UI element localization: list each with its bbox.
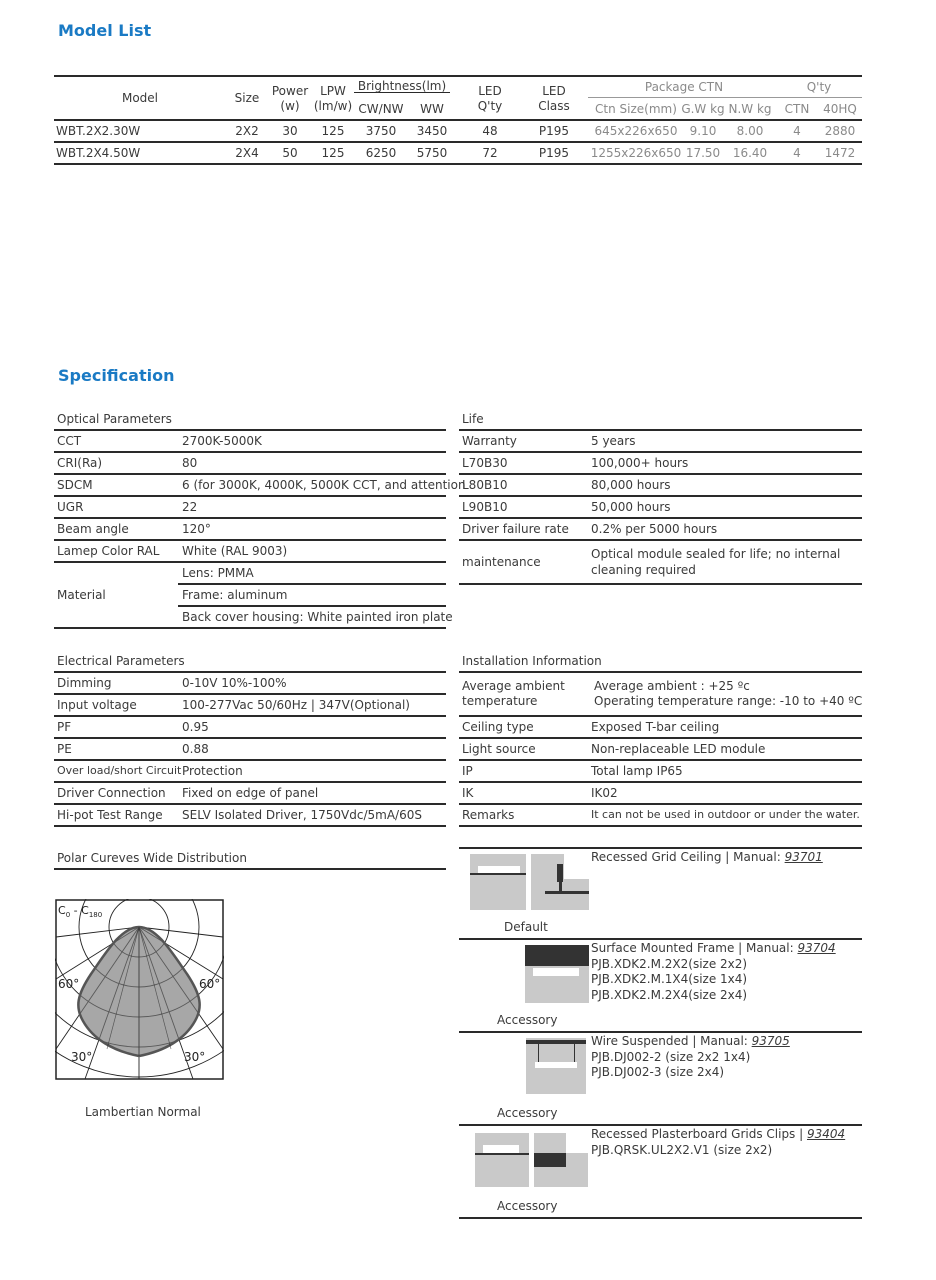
cri-value: 80 [182, 456, 198, 470]
row2-ctnsize: 1255x226x650 [590, 146, 682, 160]
polar-label-right-30: 30° [184, 1050, 206, 1064]
manual-link-93704[interactable]: 93704 [797, 941, 836, 955]
driver-failure-label: Driver failure rate [462, 522, 569, 536]
ceiling-type-label: Ceiling type [462, 720, 534, 734]
h-lpw-2: (lm/w) [313, 99, 353, 113]
row1-cwnw: 3750 [365, 124, 397, 138]
dimming-label: Dimming [57, 676, 112, 690]
h-qty: Q'ty [806, 80, 832, 94]
h-brightness: Brightness(lm) [357, 79, 447, 93]
manual-link-93404[interactable]: 93404 [806, 1127, 846, 1141]
accessory-2-text: Surface Mounted Frame | Manual: 93704 PJB.XDK2.M.2X2(size 2x2) PJB.XDK2.M.1X4(size 1x4) PJB.XDK2.M.2X4(size 2x4) [591, 941, 836, 1002]
h-model: Model [121, 91, 159, 105]
l70b30-label: L70B30 [462, 456, 508, 470]
accessory-2-tag: Accessory [497, 1013, 558, 1027]
beam-angle-label: Beam angle [57, 522, 129, 536]
sdcm-label: SDCM [57, 478, 93, 492]
h-lpw-1: LPW [320, 84, 346, 98]
lamp-color-label: Lamep Color RAL [57, 544, 160, 558]
h-ledqty-1: LED [478, 84, 502, 98]
h-gw: G.W kg [681, 102, 725, 116]
remarks-value: It can not be used in outdoor or under the water. [591, 808, 860, 821]
ik-value: IK02 [591, 786, 618, 800]
l70b30-value: 100,000+ hours [591, 456, 689, 470]
input-voltage-value: 100-277Vac 50/60Hz | 347V(Optional) [182, 698, 410, 712]
beam-angle-value: 120° [182, 522, 211, 536]
accessory-2-line-3: PJB.XDK2.M.2X4(size 2x4) [591, 987, 748, 1002]
row2-ctn: 4 [793, 146, 801, 160]
maintenance-value-2: cleaning required [591, 563, 696, 577]
polar-label-left-60: 60° [58, 977, 80, 991]
ugr-value: 22 [182, 500, 198, 514]
h-power-1: Power [271, 84, 309, 98]
row1-lpw: 125 [321, 124, 345, 138]
overload-label: Over load/short Circuit [57, 764, 182, 777]
polar-title: Polar Cureves Wide Distribution [57, 851, 247, 865]
accessory-2-line-1: PJB.XDK2.M.2X2(size 2x2) [591, 956, 748, 971]
driver-connection-value: Fixed on edge of panel [182, 786, 319, 800]
l90b10-value: 50,000 hours [591, 500, 671, 514]
overload-value: Protection [182, 764, 243, 778]
recessed-grid-image [470, 854, 526, 910]
remarks-label: Remarks [462, 808, 515, 822]
life-title: Life [462, 412, 484, 426]
maintenance-label: maintenance [462, 555, 541, 569]
accessory-3-line-2: PJB.DJ002-3 (size 2x4) [591, 1065, 725, 1079]
l90b10-label: L90B10 [462, 500, 508, 514]
input-voltage-label: Input voltage [57, 698, 137, 712]
polar-label-right-60: 60° [199, 977, 221, 991]
h-ledclass-1: LED [542, 84, 566, 98]
hipot-label: Hi-pot Test Range [57, 808, 163, 822]
accessory-4-line-1: PJB.QRSK.UL2X2.V1 (size 2x2) [591, 1142, 773, 1157]
row2-model: WBT.2X4.50W [56, 146, 141, 160]
row1-nw: 8.00 [736, 124, 764, 138]
ambient-label-1: Average ambient [462, 679, 565, 693]
warranty-value: 5 years [591, 434, 636, 448]
row2-ledclass: P195 [538, 146, 570, 160]
pf-value: 0.95 [182, 720, 209, 734]
l80b10-value: 80,000 hours [591, 478, 671, 492]
model-list-heading: Model List [58, 21, 152, 40]
h-package: Package CTN [644, 80, 724, 94]
h-ctnsize: Ctn Size(mm) [595, 102, 677, 116]
row1-power: 30 [282, 124, 298, 138]
ik-label: IK [462, 786, 474, 800]
cct-label: CCT [57, 434, 82, 448]
accessory-1-title: Recessed Grid Ceiling | Manual: 93701 [591, 850, 823, 864]
driver-connection-label: Driver Connection [57, 786, 166, 800]
h-size: Size [234, 91, 260, 105]
row2-ww: 5750 [416, 146, 448, 160]
light-source-value: Non-replaceable LED module [591, 742, 766, 756]
h-cwnw: CW/NW [358, 102, 404, 116]
row2-ledqty: 72 [482, 146, 498, 160]
maintenance-value-1: Optical module sealed for life; no internal [591, 547, 841, 561]
pe-value: 0.88 [182, 742, 209, 756]
accessory-4-tag: Accessory [497, 1199, 558, 1213]
cri-label: CRI(Ra) [57, 456, 103, 470]
cct-value: 2700K-5000K [182, 434, 262, 448]
pf-label: PF [57, 720, 72, 734]
row1-size: 2X2 [235, 124, 259, 138]
pe-label: PE [57, 742, 72, 756]
row1-ctnsize: 645x226x650 [594, 124, 678, 138]
row1-model: WBT.2X2.30W [56, 124, 141, 138]
plasterboard-image [475, 1133, 529, 1187]
h-ledclass-2: Class [538, 99, 570, 113]
accessory-1-tag: Default [504, 920, 548, 934]
l80b10-label: L80B10 [462, 478, 508, 492]
specification-heading: Specification [58, 366, 175, 385]
row2-size: 2X4 [235, 146, 259, 160]
h-power-2: (w) [280, 99, 300, 113]
ambient-value-2: Operating temperature range: -10 to +40 ºC [594, 694, 863, 708]
ugr-label: UGR [57, 500, 84, 514]
polar-c-label: $C_0 - C_{180}$ [58, 904, 103, 919]
h-ww: WW [420, 102, 444, 116]
row1-ledqty: 48 [482, 124, 498, 138]
dimming-value: 0-10V 10%-100% [182, 676, 287, 690]
row2-lpw: 125 [321, 146, 345, 160]
sdcm-value: 6 (for 3000K, 4000K, 5000K CCT, and attention [182, 478, 466, 492]
row2-power: 50 [282, 146, 298, 160]
manual-link-93701[interactable]: 93701 [784, 850, 823, 864]
accessory-3-tag: Accessory [497, 1106, 558, 1120]
accessory-2-line-2: PJB.XDK2.M.1X4(size 1x4) [591, 972, 748, 986]
h-ctn: CTN [784, 102, 810, 116]
h-40hq: 40HQ [823, 102, 857, 116]
ambient-value-1: Average ambient : +25 ºc [594, 679, 750, 693]
row1-ctn: 4 [793, 124, 801, 138]
accessory-3-line-1: PJB.DJ002-2 (size 2x2 1x4) [591, 1049, 751, 1064]
row1-ledclass: P195 [538, 124, 570, 138]
material-frame: Frame: aluminum [182, 588, 288, 602]
row2-gw: 17.50 [685, 146, 721, 160]
row2-cwnw: 6250 [365, 146, 397, 160]
material-lens: Lens: PMMA [182, 566, 254, 580]
electrical-title: Electrical Parameters [57, 654, 185, 668]
ip-label: IP [462, 764, 473, 778]
lamp-color-value: White (RAL 9003) [182, 544, 288, 558]
driver-failure-value: 0.2% per 5000 hours [591, 522, 718, 536]
accessory-4-text: Recessed Plasterboard Grids Clips | 93404 PJB.QRSK.UL2X2.V1 (size 2x2) [591, 1127, 846, 1157]
warranty-label: Warranty [462, 434, 517, 448]
ceiling-type-value: Exposed T-bar ceiling [591, 720, 720, 734]
row2-hq: 1472 [824, 146, 856, 160]
polar-caption: Lambertian Normal [85, 1105, 201, 1119]
row1-hq: 2880 [824, 124, 856, 138]
material-label: Material [57, 588, 106, 602]
light-source-label: Light source [462, 742, 536, 756]
installation-title: Installation Information [462, 654, 602, 668]
polar-label-left-30: 30° [71, 1050, 93, 1064]
ambient-label-2: temperature [462, 694, 538, 708]
optical-title: Optical Parameters [57, 412, 172, 426]
row1-gw: 9.10 [689, 124, 717, 138]
row2-nw: 16.40 [732, 146, 768, 160]
hipot-value: SELV Isolated Driver, 1750Vdc/5mA/60S [182, 808, 422, 822]
polar-curve-diagram [55, 899, 224, 1081]
h-ledqty-2: Q'ty [477, 99, 503, 113]
h-nw: N.W kg [728, 102, 772, 116]
manual-link-93705[interactable]: 93705 [751, 1034, 790, 1048]
accessory-3-text: Wire Suspended | Manual: 93705 PJB.DJ002-2 (size 2x2 1x4) PJB.DJ002-3 (size 2x4) [591, 1034, 790, 1079]
row1-ww: 3450 [416, 124, 448, 138]
ip-value: Total lamp IP65 [591, 764, 683, 778]
material-back: Back cover housing: White painted iron plate [182, 610, 453, 624]
